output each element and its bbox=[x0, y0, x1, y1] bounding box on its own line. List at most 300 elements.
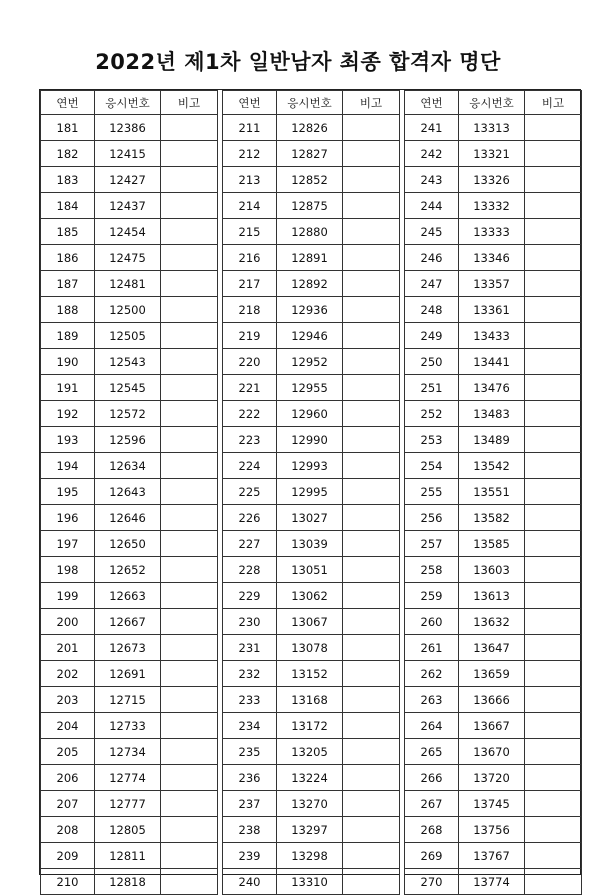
exam-number-cell: 12805 bbox=[95, 817, 161, 843]
exam-number-cell: 12505 bbox=[95, 323, 161, 349]
serial-number-cell: 244 bbox=[405, 193, 459, 219]
remarks-cell bbox=[525, 739, 582, 765]
exam-number-cell: 12652 bbox=[95, 557, 161, 583]
serial-number-cell: 248 bbox=[405, 297, 459, 323]
remarks-cell bbox=[343, 661, 400, 687]
remarks-cell bbox=[161, 505, 218, 531]
exam-number-cell: 13039 bbox=[277, 531, 343, 557]
results-table-container bbox=[39, 89, 581, 889]
exam-number-cell: 12733 bbox=[95, 713, 161, 739]
exam-number-cell: 13152 bbox=[277, 661, 343, 687]
remarks-cell bbox=[525, 583, 582, 609]
serial-number-cell: 262 bbox=[405, 661, 459, 687]
serial-number-cell: 268 bbox=[405, 817, 459, 843]
exam-number-cell: 12852 bbox=[277, 167, 343, 193]
exam-number-cell: 12634 bbox=[95, 453, 161, 479]
serial-number-cell: 253 bbox=[405, 427, 459, 453]
serial-number-cell: 258 bbox=[405, 557, 459, 583]
serial-number-cell: 255 bbox=[405, 479, 459, 505]
exam-number-cell: 13027 bbox=[277, 505, 343, 531]
serial-number-cell: 238 bbox=[223, 817, 277, 843]
exam-number-cell: 12663 bbox=[95, 583, 161, 609]
serial-number-cell: 241 bbox=[405, 115, 459, 141]
table-row bbox=[41, 349, 582, 375]
serial-number-cell: 186 bbox=[41, 245, 95, 271]
exam-number-cell: 13433 bbox=[459, 323, 525, 349]
remarks-cell bbox=[525, 167, 582, 193]
remarks-cell bbox=[343, 609, 400, 635]
remarks-cell bbox=[161, 635, 218, 661]
serial-number-cell: 226 bbox=[223, 505, 277, 531]
serial-number-cell: 220 bbox=[223, 349, 277, 375]
remarks-cell bbox=[343, 843, 400, 869]
remarks-cell bbox=[343, 583, 400, 609]
serial-number-cell: 207 bbox=[41, 791, 95, 817]
exam-number-cell: 12774 bbox=[95, 765, 161, 791]
exam-number-cell: 12880 bbox=[277, 219, 343, 245]
serial-number-cell: 190 bbox=[41, 349, 95, 375]
serial-number-cell: 212 bbox=[223, 141, 277, 167]
exam-number-cell: 13051 bbox=[277, 557, 343, 583]
remarks-cell bbox=[525, 869, 582, 895]
header-serial-number: 연번 bbox=[223, 91, 277, 115]
remarks-cell bbox=[161, 245, 218, 271]
remarks-cell bbox=[525, 843, 582, 869]
remarks-cell bbox=[161, 141, 218, 167]
remarks-cell bbox=[525, 427, 582, 453]
remarks-cell bbox=[525, 609, 582, 635]
header-exam-number: 응시번호 bbox=[277, 91, 343, 115]
table-row bbox=[41, 713, 582, 739]
table-row bbox=[41, 323, 582, 349]
serial-number-cell: 230 bbox=[223, 609, 277, 635]
exam-number-cell: 13585 bbox=[459, 531, 525, 557]
remarks-cell bbox=[343, 531, 400, 557]
remarks-cell bbox=[343, 349, 400, 375]
remarks-cell bbox=[525, 791, 582, 817]
exam-number-cell: 13483 bbox=[459, 401, 525, 427]
table-row bbox=[41, 687, 582, 713]
exam-number-cell: 13168 bbox=[277, 687, 343, 713]
serial-number-cell: 252 bbox=[405, 401, 459, 427]
serial-number-cell: 222 bbox=[223, 401, 277, 427]
exam-number-cell: 12415 bbox=[95, 141, 161, 167]
serial-number-cell: 217 bbox=[223, 271, 277, 297]
exam-number-cell: 13313 bbox=[459, 115, 525, 141]
exam-number-cell: 13720 bbox=[459, 765, 525, 791]
exam-number-cell: 12936 bbox=[277, 297, 343, 323]
serial-number-cell: 203 bbox=[41, 687, 95, 713]
exam-number-cell: 13659 bbox=[459, 661, 525, 687]
exam-number-cell: 12643 bbox=[95, 479, 161, 505]
exam-number-cell: 13361 bbox=[459, 297, 525, 323]
exam-number-cell: 12818 bbox=[95, 869, 161, 895]
exam-number-cell: 12946 bbox=[277, 323, 343, 349]
serial-number-cell: 239 bbox=[223, 843, 277, 869]
serial-number-cell: 187 bbox=[41, 271, 95, 297]
serial-number-cell: 263 bbox=[405, 687, 459, 713]
remarks-cell bbox=[343, 141, 400, 167]
serial-number-cell: 195 bbox=[41, 479, 95, 505]
serial-number-cell: 265 bbox=[405, 739, 459, 765]
serial-number-cell: 210 bbox=[41, 869, 95, 895]
remarks-cell bbox=[343, 323, 400, 349]
exam-number-cell: 13333 bbox=[459, 219, 525, 245]
remarks-cell bbox=[525, 141, 582, 167]
remarks-cell bbox=[161, 713, 218, 739]
exam-number-cell: 12481 bbox=[95, 271, 161, 297]
serial-number-cell: 229 bbox=[223, 583, 277, 609]
serial-number-cell: 191 bbox=[41, 375, 95, 401]
exam-number-cell: 13476 bbox=[459, 375, 525, 401]
remarks-cell bbox=[343, 557, 400, 583]
remarks-cell bbox=[161, 765, 218, 791]
remarks-cell bbox=[343, 453, 400, 479]
page-title: 2022년 제1차 일반남자 최종 합격자 명단 bbox=[95, 50, 501, 74]
serial-number-cell: 194 bbox=[41, 453, 95, 479]
table-row bbox=[41, 765, 582, 791]
exam-number-cell: 13067 bbox=[277, 609, 343, 635]
table-row bbox=[41, 817, 582, 843]
serial-number-cell: 183 bbox=[41, 167, 95, 193]
remarks-cell bbox=[161, 583, 218, 609]
remarks-cell bbox=[161, 531, 218, 557]
remarks-cell bbox=[343, 115, 400, 141]
exam-number-cell: 13441 bbox=[459, 349, 525, 375]
serial-number-cell: 251 bbox=[405, 375, 459, 401]
remarks-cell bbox=[161, 661, 218, 687]
exam-number-cell: 12596 bbox=[95, 427, 161, 453]
remarks-cell bbox=[161, 479, 218, 505]
remarks-cell bbox=[343, 167, 400, 193]
exam-number-cell: 12500 bbox=[95, 297, 161, 323]
header-remarks: 비고 bbox=[343, 91, 400, 115]
remarks-cell bbox=[525, 219, 582, 245]
table-row bbox=[41, 531, 582, 557]
serial-number-cell: 228 bbox=[223, 557, 277, 583]
serial-number-cell: 257 bbox=[405, 531, 459, 557]
exam-number-cell: 12891 bbox=[277, 245, 343, 271]
remarks-cell bbox=[161, 401, 218, 427]
exam-number-cell: 13205 bbox=[277, 739, 343, 765]
serial-number-cell: 200 bbox=[41, 609, 95, 635]
header-remarks: 비고 bbox=[161, 91, 218, 115]
remarks-cell bbox=[161, 453, 218, 479]
serial-number-cell: 236 bbox=[223, 765, 277, 791]
exam-number-cell: 13647 bbox=[459, 635, 525, 661]
remarks-cell bbox=[525, 297, 582, 323]
exam-number-cell: 12475 bbox=[95, 245, 161, 271]
remarks-cell bbox=[525, 765, 582, 791]
remarks-cell bbox=[161, 115, 218, 141]
serial-number-cell: 224 bbox=[223, 453, 277, 479]
remarks-cell bbox=[525, 193, 582, 219]
remarks-cell bbox=[525, 687, 582, 713]
remarks-cell bbox=[343, 739, 400, 765]
remarks-cell bbox=[161, 271, 218, 297]
serial-number-cell: 202 bbox=[41, 661, 95, 687]
remarks-cell bbox=[161, 609, 218, 635]
serial-number-cell: 192 bbox=[41, 401, 95, 427]
table-row bbox=[41, 271, 582, 297]
remarks-cell bbox=[525, 661, 582, 687]
exam-number-cell: 12826 bbox=[277, 115, 343, 141]
serial-number-cell: 260 bbox=[405, 609, 459, 635]
table-row bbox=[41, 661, 582, 687]
serial-number-cell: 246 bbox=[405, 245, 459, 271]
header-serial-number: 연번 bbox=[41, 91, 95, 115]
remarks-cell bbox=[343, 635, 400, 661]
remarks-cell bbox=[525, 401, 582, 427]
exam-number-cell: 13270 bbox=[277, 791, 343, 817]
table-row bbox=[41, 401, 582, 427]
table-body bbox=[41, 115, 582, 895]
serial-number-cell: 247 bbox=[405, 271, 459, 297]
serial-number-cell: 269 bbox=[405, 843, 459, 869]
table-row bbox=[41, 583, 582, 609]
table-row bbox=[41, 479, 582, 505]
remarks-cell bbox=[161, 843, 218, 869]
serial-number-cell: 227 bbox=[223, 531, 277, 557]
remarks-cell bbox=[343, 479, 400, 505]
remarks-cell bbox=[161, 167, 218, 193]
header-exam-number: 응시번호 bbox=[95, 91, 161, 115]
serial-number-cell: 184 bbox=[41, 193, 95, 219]
remarks-cell bbox=[161, 297, 218, 323]
table-row bbox=[41, 167, 582, 193]
exam-number-cell: 12734 bbox=[95, 739, 161, 765]
exam-number-cell: 12960 bbox=[277, 401, 343, 427]
serial-number-cell: 198 bbox=[41, 557, 95, 583]
exam-number-cell: 13310 bbox=[277, 869, 343, 895]
exam-number-cell: 12650 bbox=[95, 531, 161, 557]
serial-number-cell: 214 bbox=[223, 193, 277, 219]
table-row bbox=[41, 791, 582, 817]
remarks-cell bbox=[525, 713, 582, 739]
remarks-cell bbox=[343, 687, 400, 713]
exam-number-cell: 13298 bbox=[277, 843, 343, 869]
remarks-cell bbox=[525, 531, 582, 557]
serial-number-cell: 181 bbox=[41, 115, 95, 141]
exam-number-cell: 12454 bbox=[95, 219, 161, 245]
exam-number-cell: 13670 bbox=[459, 739, 525, 765]
remarks-cell bbox=[525, 323, 582, 349]
exam-number-cell: 13326 bbox=[459, 167, 525, 193]
exam-number-cell: 13078 bbox=[277, 635, 343, 661]
serial-number-cell: 256 bbox=[405, 505, 459, 531]
table-row bbox=[41, 505, 582, 531]
serial-number-cell: 267 bbox=[405, 791, 459, 817]
table-row bbox=[41, 427, 582, 453]
remarks-cell bbox=[525, 375, 582, 401]
serial-number-cell: 201 bbox=[41, 635, 95, 661]
exam-number-cell: 13172 bbox=[277, 713, 343, 739]
remarks-cell bbox=[161, 687, 218, 713]
exam-number-cell: 13666 bbox=[459, 687, 525, 713]
serial-number-cell: 237 bbox=[223, 791, 277, 817]
exam-number-cell: 12691 bbox=[95, 661, 161, 687]
exam-number-cell: 12995 bbox=[277, 479, 343, 505]
serial-number-cell: 199 bbox=[41, 583, 95, 609]
remarks-cell bbox=[161, 193, 218, 219]
remarks-cell bbox=[343, 817, 400, 843]
remarks-cell bbox=[343, 765, 400, 791]
serial-number-cell: 245 bbox=[405, 219, 459, 245]
exam-number-cell: 12990 bbox=[277, 427, 343, 453]
header-serial-number: 연번 bbox=[405, 91, 459, 115]
exam-number-cell: 13613 bbox=[459, 583, 525, 609]
exam-number-cell: 12777 bbox=[95, 791, 161, 817]
remarks-cell bbox=[343, 791, 400, 817]
exam-number-cell: 13357 bbox=[459, 271, 525, 297]
remarks-cell bbox=[525, 557, 582, 583]
exam-number-cell: 12875 bbox=[277, 193, 343, 219]
exam-number-cell: 12572 bbox=[95, 401, 161, 427]
remarks-cell bbox=[161, 791, 218, 817]
serial-number-cell: 242 bbox=[405, 141, 459, 167]
table-row bbox=[41, 245, 582, 271]
serial-number-cell: 193 bbox=[41, 427, 95, 453]
exam-number-cell: 12673 bbox=[95, 635, 161, 661]
serial-number-cell: 243 bbox=[405, 167, 459, 193]
exam-number-cell: 13224 bbox=[277, 765, 343, 791]
serial-number-cell: 225 bbox=[223, 479, 277, 505]
serial-number-cell: 204 bbox=[41, 713, 95, 739]
exam-number-cell: 13332 bbox=[459, 193, 525, 219]
table-row bbox=[41, 739, 582, 765]
remarks-cell bbox=[343, 869, 400, 895]
table-row bbox=[41, 453, 582, 479]
table-header-row bbox=[41, 91, 582, 115]
serial-number-cell: 213 bbox=[223, 167, 277, 193]
serial-number-cell: 205 bbox=[41, 739, 95, 765]
serial-number-cell: 221 bbox=[223, 375, 277, 401]
exam-number-cell: 13346 bbox=[459, 245, 525, 271]
exam-number-cell: 13489 bbox=[459, 427, 525, 453]
remarks-cell bbox=[161, 349, 218, 375]
serial-number-cell: 264 bbox=[405, 713, 459, 739]
table-row bbox=[41, 375, 582, 401]
exam-number-cell: 12667 bbox=[95, 609, 161, 635]
remarks-cell bbox=[525, 271, 582, 297]
exam-number-cell: 13062 bbox=[277, 583, 343, 609]
exam-number-cell: 12952 bbox=[277, 349, 343, 375]
exam-number-cell: 12427 bbox=[95, 167, 161, 193]
table-row bbox=[41, 115, 582, 141]
table-row bbox=[41, 219, 582, 245]
serial-number-cell: 223 bbox=[223, 427, 277, 453]
exam-number-cell: 12993 bbox=[277, 453, 343, 479]
remarks-cell bbox=[343, 219, 400, 245]
serial-number-cell: 232 bbox=[223, 661, 277, 687]
table-row bbox=[41, 141, 582, 167]
exam-number-cell: 12545 bbox=[95, 375, 161, 401]
remarks-cell bbox=[525, 817, 582, 843]
table-row bbox=[41, 609, 582, 635]
serial-number-cell: 209 bbox=[41, 843, 95, 869]
remarks-cell bbox=[343, 375, 400, 401]
remarks-cell bbox=[343, 297, 400, 323]
serial-number-cell: 206 bbox=[41, 765, 95, 791]
serial-number-cell: 259 bbox=[405, 583, 459, 609]
remarks-cell bbox=[161, 817, 218, 843]
results-table bbox=[40, 90, 582, 895]
remarks-cell bbox=[343, 401, 400, 427]
serial-number-cell: 211 bbox=[223, 115, 277, 141]
exam-number-cell: 13603 bbox=[459, 557, 525, 583]
serial-number-cell: 215 bbox=[223, 219, 277, 245]
exam-number-cell: 13767 bbox=[459, 843, 525, 869]
serial-number-cell: 189 bbox=[41, 323, 95, 349]
exam-number-cell: 12811 bbox=[95, 843, 161, 869]
exam-number-cell: 13756 bbox=[459, 817, 525, 843]
exam-number-cell: 12386 bbox=[95, 115, 161, 141]
exam-number-cell: 13551 bbox=[459, 479, 525, 505]
remarks-cell bbox=[343, 427, 400, 453]
remarks-cell bbox=[525, 115, 582, 141]
serial-number-cell: 188 bbox=[41, 297, 95, 323]
serial-number-cell: 185 bbox=[41, 219, 95, 245]
exam-number-cell: 12955 bbox=[277, 375, 343, 401]
exam-number-cell: 13745 bbox=[459, 791, 525, 817]
exam-number-cell: 13582 bbox=[459, 505, 525, 531]
exam-number-cell: 13542 bbox=[459, 453, 525, 479]
serial-number-cell: 196 bbox=[41, 505, 95, 531]
exam-number-cell: 12646 bbox=[95, 505, 161, 531]
table-row bbox=[41, 635, 582, 661]
exam-number-cell: 12543 bbox=[95, 349, 161, 375]
serial-number-cell: 249 bbox=[405, 323, 459, 349]
table-row bbox=[41, 557, 582, 583]
serial-number-cell: 250 bbox=[405, 349, 459, 375]
serial-number-cell: 216 bbox=[223, 245, 277, 271]
serial-number-cell: 266 bbox=[405, 765, 459, 791]
serial-number-cell: 197 bbox=[41, 531, 95, 557]
remarks-cell bbox=[161, 375, 218, 401]
remarks-cell bbox=[525, 635, 582, 661]
serial-number-cell: 208 bbox=[41, 817, 95, 843]
header-exam-number: 응시번호 bbox=[459, 91, 525, 115]
remarks-cell bbox=[161, 557, 218, 583]
exam-number-cell: 12715 bbox=[95, 687, 161, 713]
remarks-cell bbox=[525, 453, 582, 479]
remarks-cell bbox=[161, 739, 218, 765]
remarks-cell bbox=[343, 271, 400, 297]
exam-number-cell: 13297 bbox=[277, 817, 343, 843]
table-row bbox=[41, 193, 582, 219]
serial-number-cell: 219 bbox=[223, 323, 277, 349]
table-row bbox=[41, 843, 582, 869]
serial-number-cell: 234 bbox=[223, 713, 277, 739]
exam-number-cell: 12827 bbox=[277, 141, 343, 167]
table-row bbox=[41, 297, 582, 323]
remarks-cell bbox=[343, 245, 400, 271]
exam-number-cell: 12892 bbox=[277, 271, 343, 297]
exam-number-cell: 12437 bbox=[95, 193, 161, 219]
remarks-cell bbox=[161, 219, 218, 245]
remarks-cell bbox=[161, 427, 218, 453]
serial-number-cell: 254 bbox=[405, 453, 459, 479]
exam-number-cell: 13667 bbox=[459, 713, 525, 739]
serial-number-cell: 270 bbox=[405, 869, 459, 895]
remarks-cell bbox=[525, 505, 582, 531]
remarks-cell bbox=[161, 323, 218, 349]
serial-number-cell: 233 bbox=[223, 687, 277, 713]
serial-number-cell: 261 bbox=[405, 635, 459, 661]
header-remarks: 비고 bbox=[525, 91, 582, 115]
serial-number-cell: 235 bbox=[223, 739, 277, 765]
remarks-cell bbox=[525, 245, 582, 271]
